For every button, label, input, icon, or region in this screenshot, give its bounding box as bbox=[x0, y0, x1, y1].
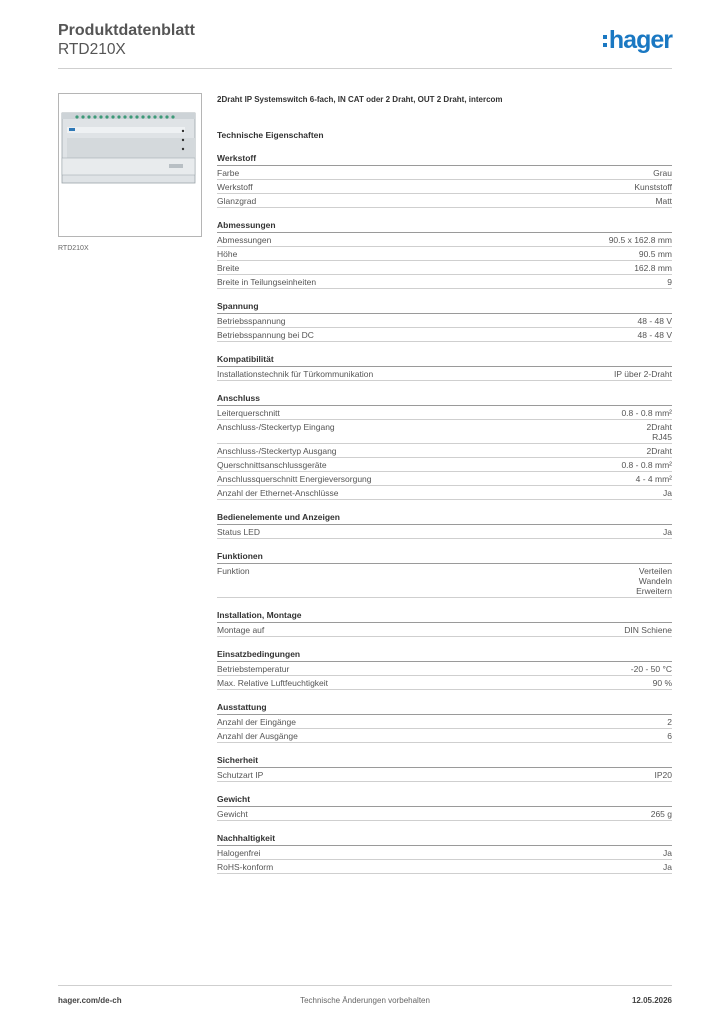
section-title: Nachhaltigkeit bbox=[217, 833, 672, 846]
spec-value: 90.5 x 162.8 mm bbox=[608, 235, 672, 245]
spec-section bbox=[217, 649, 672, 690]
spec-label: Status LED bbox=[217, 527, 260, 537]
spec-section bbox=[217, 794, 672, 821]
spec-row bbox=[217, 367, 672, 381]
section-title: Ausstattung bbox=[217, 702, 672, 715]
spec-value: Ja bbox=[663, 488, 672, 498]
spec-section bbox=[217, 301, 672, 342]
section-title: Kompatibilität bbox=[217, 354, 672, 367]
spec-row bbox=[217, 328, 672, 342]
spec-label: Querschnittsanschlussgeräte bbox=[217, 460, 327, 470]
spec-label: Farbe bbox=[217, 168, 240, 178]
spec-value: Ja bbox=[663, 527, 672, 537]
image-caption: RTD210X bbox=[58, 245, 89, 252]
spec-row bbox=[217, 180, 672, 194]
spec-value: 0.8 - 0.8 mm² bbox=[621, 460, 672, 470]
spec-label: Betriebstemperatur bbox=[217, 664, 290, 674]
spec-label: Schutzart IP bbox=[217, 770, 264, 780]
spec-row bbox=[217, 166, 672, 180]
spec-value: 2 bbox=[667, 717, 672, 727]
spec-row bbox=[217, 406, 672, 420]
footer-date: 12.05.2026 bbox=[631, 996, 672, 1005]
spec-section bbox=[217, 702, 672, 743]
section-title: Funktionen bbox=[217, 551, 672, 564]
spec-label: Abmessungen bbox=[217, 235, 272, 245]
spec-value: Grau bbox=[653, 168, 672, 178]
spec-label: Höhe bbox=[217, 249, 238, 259]
spec-section bbox=[217, 755, 672, 782]
spec-label: Anschlussquerschnitt Energieversorgung bbox=[217, 474, 372, 484]
spec-row bbox=[217, 525, 672, 539]
spec-row bbox=[217, 860, 672, 874]
spec-value: 162.8 mm bbox=[634, 263, 672, 273]
hager-logo bbox=[603, 26, 672, 54]
spec-value: 90.5 mm bbox=[638, 249, 672, 259]
spec-value: Matt bbox=[655, 196, 672, 206]
spec-label: RoHS-konform bbox=[217, 862, 274, 872]
logo-text: hager bbox=[608, 25, 672, 54]
spec-label: Leiterquerschnitt bbox=[217, 408, 280, 418]
spec-value: 0.8 - 0.8 mm² bbox=[621, 408, 672, 418]
section-title: Anschluss bbox=[217, 393, 672, 406]
header-divider bbox=[58, 68, 672, 69]
spec-value: 265 g bbox=[650, 809, 672, 819]
spec-section bbox=[217, 833, 672, 874]
spec-label: Montage auf bbox=[217, 625, 265, 635]
spec-label: Breite bbox=[217, 263, 240, 273]
spec-label: Werkstoff bbox=[217, 182, 253, 192]
spec-value: 6 bbox=[667, 731, 672, 741]
spec-row bbox=[217, 486, 672, 500]
spec-value: 4 - 4 mm² bbox=[635, 474, 672, 484]
spec-row bbox=[217, 846, 672, 860]
din-rail-device-icon bbox=[59, 94, 201, 236]
spec-value: 90 % bbox=[652, 678, 672, 688]
footer-divider bbox=[58, 985, 672, 986]
section-title: Spannung bbox=[217, 301, 672, 314]
spec-label: Gewicht bbox=[217, 809, 248, 819]
spec-value: 2Draht RJ45 bbox=[646, 422, 672, 442]
spec-sections bbox=[217, 153, 672, 874]
spec-value: Kunststoff bbox=[634, 182, 672, 192]
spec-row bbox=[217, 444, 672, 458]
spec-section bbox=[217, 551, 672, 598]
section-title: Abmessungen bbox=[217, 220, 672, 233]
section-title: Sicherheit bbox=[217, 755, 672, 768]
spec-section bbox=[217, 354, 672, 381]
spec-section bbox=[217, 153, 672, 208]
spec-row bbox=[217, 194, 672, 208]
spec-label: Anzahl der Ausgänge bbox=[217, 731, 298, 741]
spec-label: Anschluss-/Steckertyp Ausgang bbox=[217, 446, 337, 456]
spec-label: Anzahl der Ethernet-Anschlüsse bbox=[217, 488, 339, 498]
spec-label: Max. Relative Luftfeuchtigkeit bbox=[217, 678, 329, 688]
spec-value: Ja bbox=[663, 848, 672, 858]
spec-row bbox=[217, 729, 672, 743]
document-title: Produktdatenblatt bbox=[58, 22, 195, 39]
section-title: Einsatzbedingungen bbox=[217, 649, 672, 662]
spec-value: Verteilen Wandeln Erweitern bbox=[636, 566, 672, 596]
spec-label: Breite in Teilungseinheiten bbox=[217, 277, 317, 287]
spec-row bbox=[217, 623, 672, 637]
spec-value: IP über 2-Draht bbox=[614, 369, 672, 379]
spec-row bbox=[217, 233, 672, 247]
spec-label: Betriebsspannung bei DC bbox=[217, 330, 314, 340]
footer-notice: Technische Änderungen vorbehalten bbox=[300, 996, 430, 1005]
section-title: Bedienelemente und Anzeigen bbox=[217, 512, 672, 525]
spec-label: Anschluss-/Steckertyp Eingang bbox=[217, 422, 335, 432]
spec-label: Anzahl der Eingänge bbox=[217, 717, 296, 727]
spec-row bbox=[217, 564, 672, 598]
product-code: RTD210X bbox=[58, 41, 126, 58]
spec-section bbox=[217, 610, 672, 637]
page-footer bbox=[58, 996, 672, 1010]
spec-label: Betriebsspannung bbox=[217, 316, 286, 326]
product-image bbox=[58, 93, 202, 237]
spec-label: Installationstechnik für Türkommunikation bbox=[217, 369, 374, 379]
spec-value: -20 - 50 °C bbox=[630, 664, 672, 674]
spec-label: Funktion bbox=[217, 566, 250, 576]
spec-value: 48 - 48 V bbox=[637, 330, 672, 340]
spec-row bbox=[217, 807, 672, 821]
spec-section bbox=[217, 512, 672, 539]
logo-dots-icon bbox=[603, 35, 607, 47]
spec-row bbox=[217, 472, 672, 486]
spec-row bbox=[217, 275, 672, 289]
spec-label: Glanzgrad bbox=[217, 196, 257, 206]
section-title: Werkstoff bbox=[217, 153, 672, 166]
spec-row bbox=[217, 676, 672, 690]
spec-label: Halogenfrei bbox=[217, 848, 261, 858]
spec-row bbox=[217, 458, 672, 472]
spec-section bbox=[217, 393, 672, 500]
footer-website: hager.com/de-ch bbox=[58, 996, 122, 1005]
product-description: 2Draht IP Systemswitch 6-fach, IN CAT oder 2 Draht, OUT 2 Draht, intercom bbox=[217, 95, 503, 104]
spec-row bbox=[217, 768, 672, 782]
spec-value: 9 bbox=[667, 277, 672, 287]
spec-value: DIN Schiene bbox=[624, 625, 672, 635]
spec-value: IP20 bbox=[654, 770, 672, 780]
spec-row bbox=[217, 420, 672, 444]
spec-row bbox=[217, 247, 672, 261]
spec-row bbox=[217, 662, 672, 676]
spec-section bbox=[217, 220, 672, 289]
specifications-panel bbox=[217, 94, 672, 874]
spec-value: Ja bbox=[663, 862, 672, 872]
spec-value: 2Draht bbox=[646, 446, 672, 456]
spec-row bbox=[217, 314, 672, 328]
section-title: Installation, Montage bbox=[217, 610, 672, 623]
section-title: Gewicht bbox=[217, 794, 672, 807]
technical-properties-heading: Technische Eigenschaften bbox=[217, 130, 324, 140]
spec-value: 48 - 48 V bbox=[637, 316, 672, 326]
spec-row bbox=[217, 715, 672, 729]
page-header bbox=[58, 20, 672, 70]
spec-row bbox=[217, 261, 672, 275]
